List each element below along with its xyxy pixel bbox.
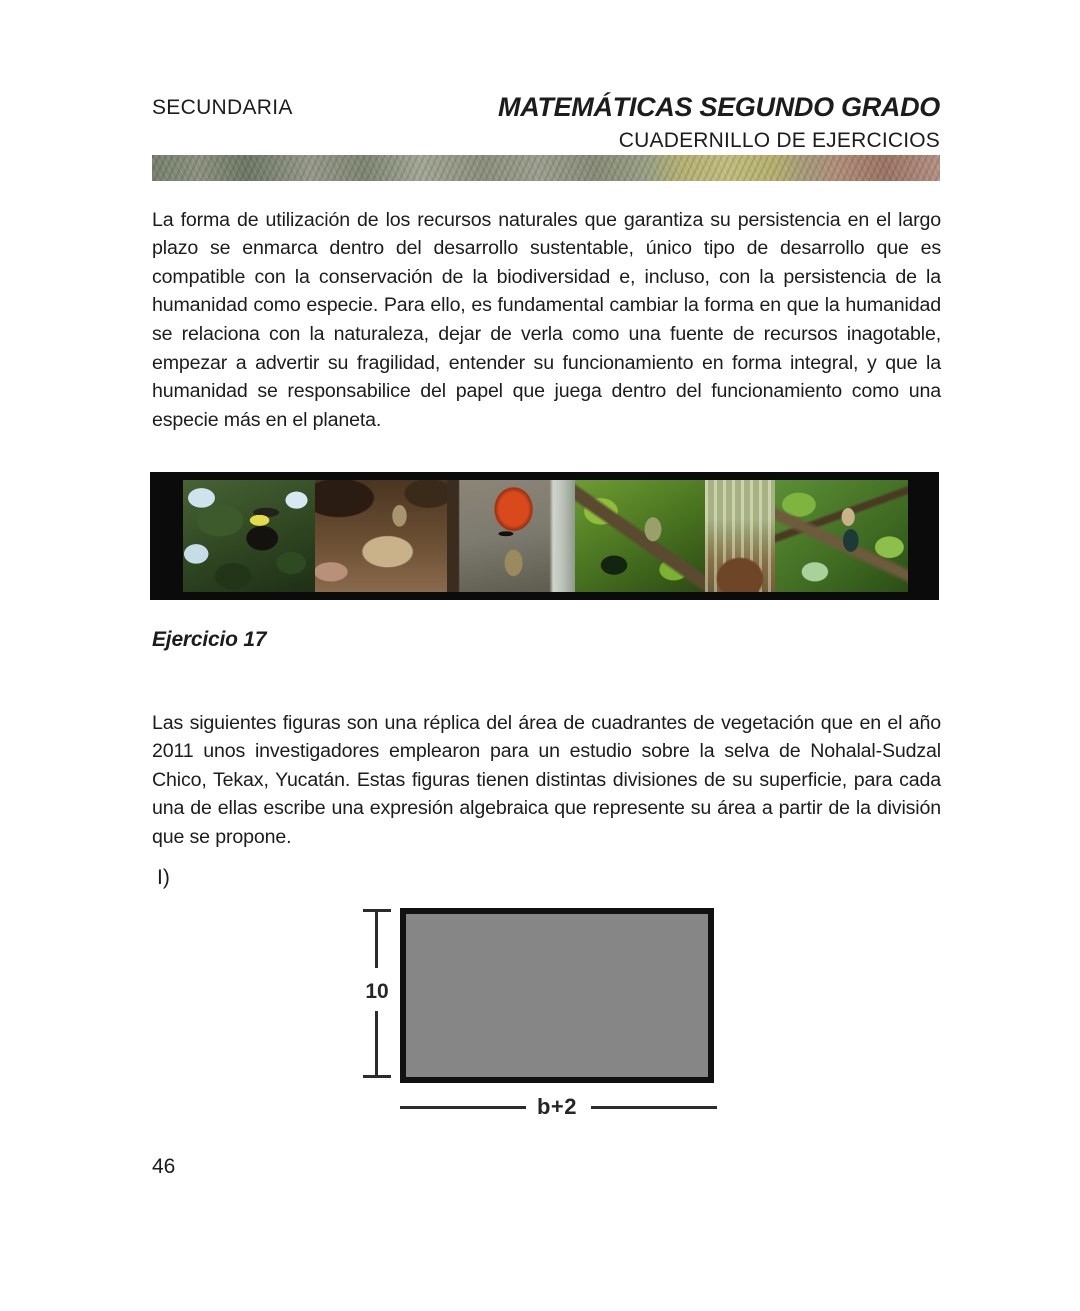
deer-photo bbox=[315, 480, 447, 592]
header-title: MATEMÁTICAS SEGUNDO GRADO bbox=[498, 92, 940, 122]
height-dimension-line-top bbox=[375, 911, 378, 968]
base-dimension-label: b+2 bbox=[536, 1094, 578, 1119]
canopy-bird-photo bbox=[775, 480, 908, 592]
header-subtitle: CUADERNILLO DE EJERCICIOS bbox=[618, 129, 940, 152]
height-dimension-line-bottom bbox=[375, 1011, 378, 1077]
height-dimension-label: 10 bbox=[365, 980, 389, 1003]
page-header bbox=[152, 94, 940, 151]
photo-row bbox=[183, 480, 908, 592]
header-section-label: SECUNDARIA bbox=[152, 96, 293, 119]
exercise-heading: Ejercicio 17 bbox=[152, 628, 267, 651]
forest-path-photo bbox=[705, 480, 775, 592]
intro-paragraph: La forma de utilización de los recursos naturales que garantiza su persistencia en el largo plazo se enmarca dentro del desarrollo sustentable, único tipo de desarrollo que es compatible con la conservación de la biodiversidad e, incluso, con la persistencia de la humanidad como especie. Para ello, es fundamental cambiar la forma en que la humanidad se relaciona con la naturaleza, dejar de verla como una fuente de recursos inagotable, empezar a advertir su fragilidad, entender su funcionamiento en forma integral, y que la humanidad se responsabilice del papel que juega dentro del funcionamiento como una especie más en el planeta. bbox=[152, 208, 941, 431]
base-dimension-line-left bbox=[400, 1106, 526, 1109]
quadrant-rectangle bbox=[400, 908, 714, 1083]
page-number: 46 bbox=[152, 1155, 176, 1178]
exercise-instructions: Las siguientes figuras son una réplica del área de cuadrantes de vegetación que en el año 2011 unos investigadores emplearon para un estudio sobre la selva de Nohalal-Sudzal Chico, Tekax, Yucatán. Estas figuras tienen distintas divisiones de su superficie, para cada una de ellas escribe una expresión algebraica que represente su área a partir de la división que se propone. bbox=[152, 711, 941, 848]
header-row bbox=[152, 94, 940, 121]
item-label: I) bbox=[157, 866, 170, 889]
stone-texture-strip bbox=[152, 155, 940, 181]
wildlife-photo-strip bbox=[150, 472, 939, 600]
perched-bird-photo bbox=[575, 480, 705, 592]
toucan-photo bbox=[183, 480, 315, 592]
height-dimension-cap-bottom bbox=[363, 1075, 391, 1078]
royal-flycatcher-photo bbox=[447, 480, 575, 592]
base-dimension-line-right bbox=[591, 1106, 717, 1109]
